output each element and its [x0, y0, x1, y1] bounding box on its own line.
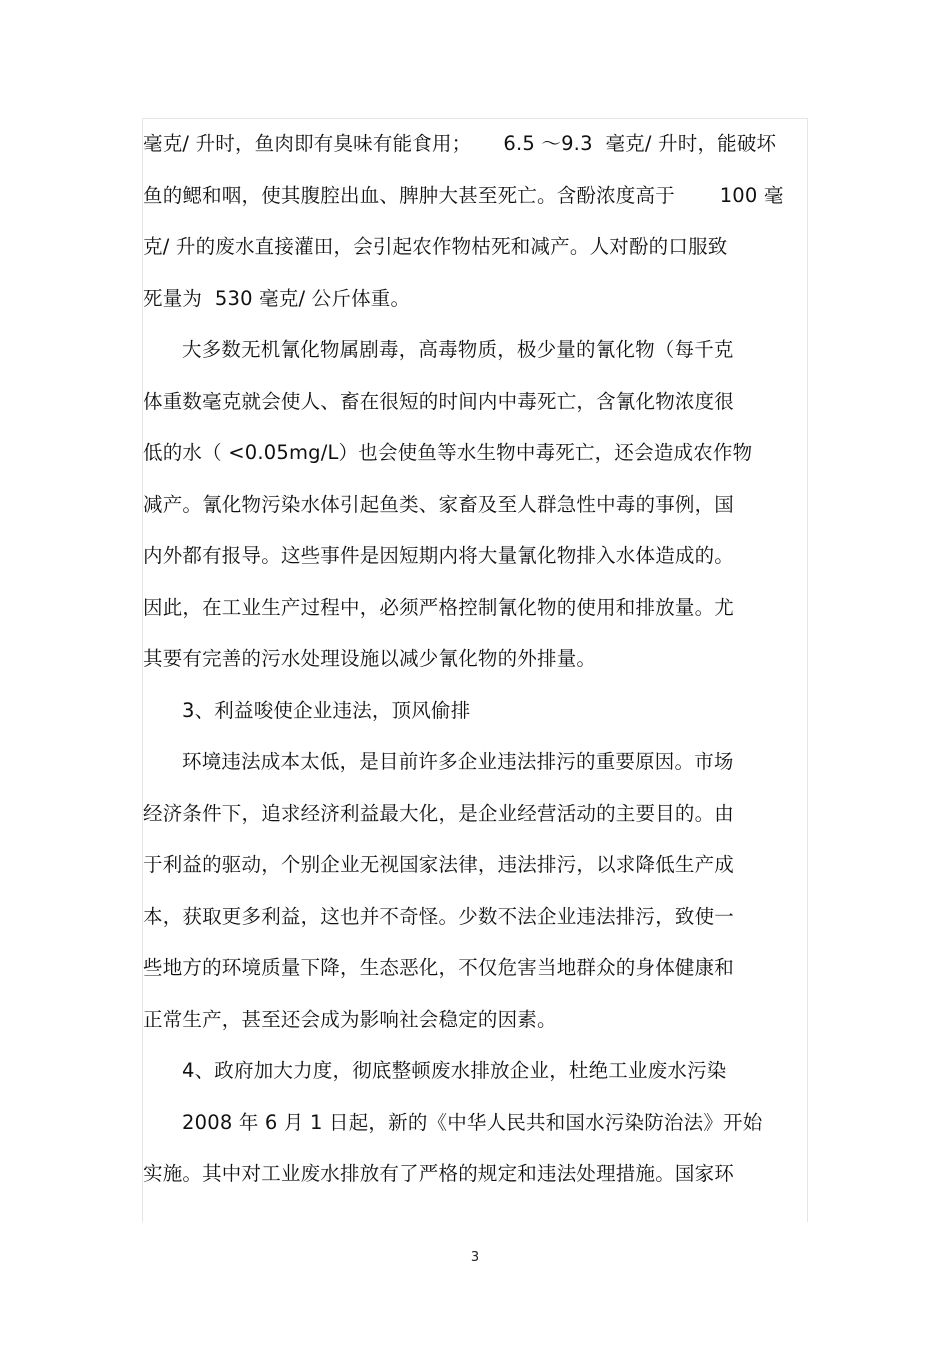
text-line: 正常生产，甚至还会成为影响社会稳定的因素。: [143, 1007, 557, 1031]
paragraph-water-law: [143, 1097, 809, 1200]
text-line: 克/ 升的废水直接灌田，会引起农作物枯死和减产。人对酚的口服致: [143, 235, 728, 258]
text-line: 鱼的鳃和咽，使其腹腔出血、脾肿大甚至死亡。含酚浓度高于 100 毫: [143, 183, 784, 207]
text-line: 环境违法成本太低，是目前许多企业违法排污的重要原因。市场: [182, 750, 734, 773]
heading-line: 3、利益唆使企业违法，顶风偷排: [182, 698, 471, 722]
text-line: 于利益的驱动，个别企业无视国家法律，违法排污，以求降低生产成: [143, 853, 735, 876]
text-line: 实施。其中对工业废水排放有了严格的规定和违法处理措施。国家环: [143, 1162, 735, 1185]
text-line: 2008 年 6 月 1 日起，新的《中华人民共和国水污染防治法》开始: [182, 1110, 763, 1134]
heading-line: 4、政府加大力度，彻底整顿废水排放企业，杜绝工业废水污染: [182, 1059, 727, 1082]
text-line: 经济条件下，追求经济利益最大化，是企业经营活动的主要目的。由: [143, 801, 735, 825]
text-line: 低的水（ <0.05mg/L）也会使鱼等水生物中毒死亡，还会造成农作物: [143, 441, 753, 464]
section-heading-3: [143, 685, 809, 737]
section-heading-4: [143, 1045, 809, 1097]
text-line: 死量为 530 毫克/ 公斤体重。: [143, 286, 411, 310]
text-line: 些地方的环境质量下降，生态恶化，不仅危害当地群众的身体健康和: [143, 956, 735, 979]
paragraph-cyanide-toxicity: [143, 324, 809, 685]
text-line: 大多数无机氰化物属剧毒，高毒物质，极少量的氰化物（每千克: [182, 338, 734, 361]
text-line: 减产。氰化物污染水体引起鱼类、家畜及至人群急性中毒的事例，国: [143, 492, 735, 516]
paragraph-phenol-toxicity: [143, 118, 809, 324]
text-line: 本，获取更多利益，这也并不奇怪。少数不法企业违法排污，致使一: [143, 904, 735, 928]
text-line: 因此，在工业生产过程中，必须严格控制氰化物的使用和排放量。尤: [143, 595, 735, 619]
paragraph-illegal-discharge: [143, 736, 809, 1045]
text-line: 体重数毫克就会使人、畜在很短的时间内中毒死亡，含氰化物浓度很: [143, 389, 735, 413]
text-line: 毫克/ 升时，鱼肉即有臭味有能食用； 6.5 ～9.3 毫克/ 升时，能破坏: [143, 132, 777, 155]
text-line: 内外都有报导。这些事件是因短期内将大量氰化物排入水体造成的。: [143, 544, 735, 567]
document-body: [143, 118, 809, 1200]
text-line: 其要有完善的污水处理设施以减少氰化物的外排量。: [143, 647, 597, 670]
page-number: 3: [470, 1250, 480, 1265]
